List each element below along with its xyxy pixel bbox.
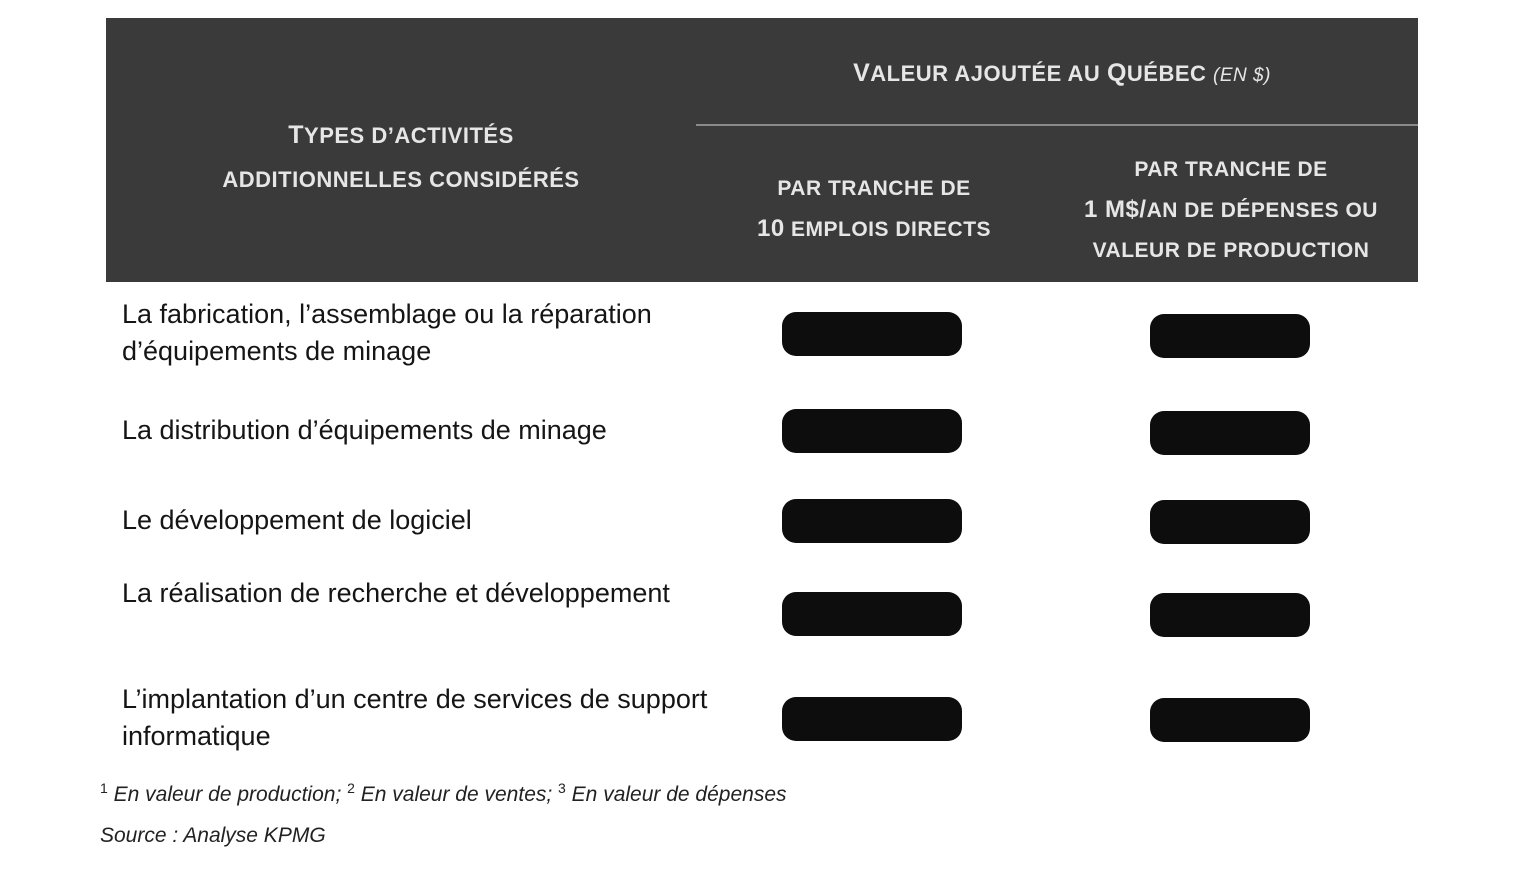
header-activity-line1: YPES D’ACTIVITÉS (304, 123, 514, 148)
header-activity-line2: ADDITIONNELLES CONSIDÉRÉS (222, 167, 580, 192)
header-col1-line2: EMPLOIS DIRECTS (784, 218, 992, 241)
table-row-label: Le développement de logiciel (122, 505, 472, 535)
footnotes (100, 780, 787, 807)
header-col-per-million (1046, 150, 1416, 271)
header-activity-cap: T (288, 121, 305, 149)
header-value-unit: (EN $) (1213, 65, 1271, 86)
redacted-value (782, 697, 962, 741)
redacted-value (1150, 593, 1310, 637)
footnote-text: En valeur de dépenses (565, 783, 787, 806)
redacted-value (782, 312, 962, 356)
header-col2-line2: AN DE DÉPENSES OU (1146, 199, 1378, 222)
header-col-per-jobs (724, 169, 1024, 250)
header-value-text1: ALEUR AJOUTÉE AU (870, 61, 1107, 86)
redacted-value (1150, 411, 1310, 455)
redacted-value (782, 499, 962, 543)
header-col1-number: 10 (756, 215, 785, 242)
table-row-label: L’implantation d’un centre de services de support informatique (122, 684, 708, 751)
source-note: Source : Analyse KPMG (100, 824, 326, 847)
footnote-text: En valeur de ventes; (354, 783, 559, 806)
header-col2-line3: VALEUR DE PRODUCTION (1092, 239, 1370, 262)
footnote-text: En valeur de production; (107, 783, 348, 806)
redacted-value (1150, 314, 1310, 358)
header-value-cap2: Q (1106, 59, 1127, 87)
table-row-label: La réalisation de recherche et développement (122, 578, 670, 608)
table-header (106, 18, 1418, 282)
header-col2-line1: PAR TRANCHE DE (1134, 158, 1328, 181)
header-divider (696, 124, 1418, 126)
header-col2-number: 1 M$/ (1084, 196, 1147, 223)
header-col1-line1: PAR TRANCHE DE (777, 177, 971, 200)
header-value-added (706, 58, 1418, 91)
redacted-value (782, 409, 962, 453)
redacted-value (1150, 500, 1310, 544)
footnote-marker: 1 (100, 780, 108, 796)
table-row-label: La distribution d’équipements de minage (122, 415, 607, 445)
header-activity-types (156, 113, 646, 202)
footnote-marker: 2 (347, 780, 355, 796)
redacted-value (1150, 698, 1310, 742)
header-value-cap1: V (853, 59, 871, 87)
header-value-text2: UÉBEC (1126, 61, 1214, 86)
table-row-label: La fabrication, l’assemblage ou la réparation d’équipements de minage (122, 299, 652, 366)
redacted-value (782, 592, 962, 636)
footnote-marker: 3 (558, 780, 566, 796)
